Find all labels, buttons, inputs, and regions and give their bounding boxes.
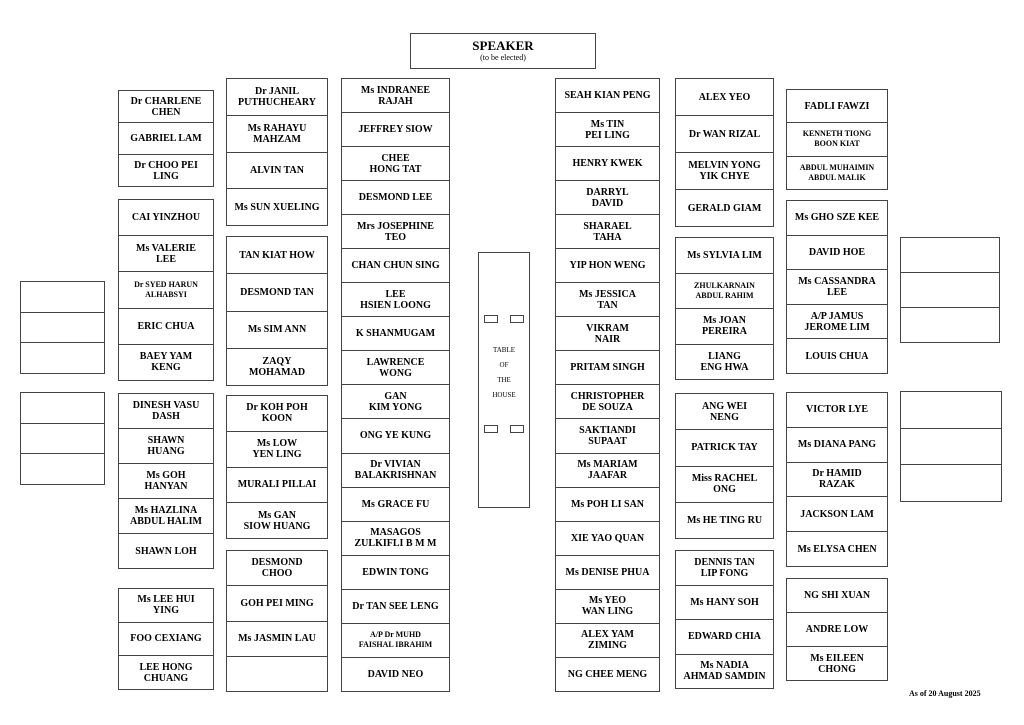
seat-name: LIANG ENG HWA [675, 344, 774, 381]
seat-name: Dr CHARLENE CHEN [118, 90, 214, 123]
seat-name: LEE HSIEN LOONG [341, 282, 450, 317]
seat-name: NG SHI XUAN [786, 578, 888, 613]
seat-name: MASAGOS ZULKIFLI B M M [341, 521, 450, 556]
seat-name: ABDUL MUHAIMIN ABDUL MALIK [786, 156, 888, 190]
as-of-date: As of 20 August 2025 [909, 689, 981, 698]
seat-column [118, 588, 214, 690]
seat-name: Dr CHOO PEI LING [118, 154, 214, 187]
empty-seat [226, 656, 328, 692]
seat-column [555, 78, 660, 692]
empty-seat [20, 342, 105, 374]
seat-name: Dr SYED HARUN ALHABSYI [118, 271, 214, 308]
seat-name: EDWIN TONG [341, 555, 450, 590]
seat-name: Ms ELYSA CHEN [786, 531, 888, 567]
seat-name: ZHULKARNAIN ABDUL RAHIM [675, 273, 774, 310]
empty-seat [20, 423, 105, 455]
seat-name: CAI YINZHOU [118, 199, 214, 236]
seat-name: FADLI FAWZI [786, 89, 888, 123]
seat-name: Ms SIM ANN [226, 311, 328, 349]
seat-name: VIKRAM NAIR [555, 316, 660, 351]
table-marker [484, 425, 498, 433]
seat-name: CHEE HONG TAT [341, 146, 450, 181]
seat-column [341, 78, 450, 692]
table-of-the-house [478, 252, 530, 508]
seat-name: PATRICK TAY [675, 429, 774, 466]
seat-name: FOO CEXIANG [118, 622, 214, 657]
seat-name: VICTOR LYE [786, 392, 888, 428]
empty-seat [20, 312, 105, 344]
seat-name: EDWARD CHIA [675, 619, 774, 655]
seat-column [675, 237, 774, 380]
seat-name: Ms GOH HANYAN [118, 463, 214, 499]
seat-name: Ms LEE HUI YING [118, 588, 214, 623]
seat-name: JACKSON LAM [786, 496, 888, 532]
seat-name: PRITAM SINGH [555, 350, 660, 385]
seat-name: Ms JASMIN LAU [226, 621, 328, 657]
seat-name: Ms INDRANEE RAJAH [341, 78, 450, 113]
seat-name: K SHANMUGAM [341, 316, 450, 351]
seat-name: SEAH KIAN PENG [555, 78, 660, 113]
seat-name: Dr JANIL PUTHUCHEARY [226, 78, 328, 116]
empty-seat-block [20, 281, 105, 374]
seat-name: Ms MARIAM JAAFAR [555, 453, 660, 488]
seat-name: ANG WEI NENG [675, 393, 774, 430]
seat-name: DESMOND LEE [341, 180, 450, 215]
empty-seat [900, 272, 1000, 308]
seat-name: Ms HAZLINA ABDUL HALIM [118, 498, 214, 534]
empty-seat-block [900, 391, 1002, 502]
seat-name: TAN KIAT HOW [226, 236, 328, 274]
seat-name: GERALD GIAM [675, 189, 774, 227]
seat-column [786, 200, 888, 374]
seat-column [226, 395, 328, 539]
seat-name: Ms EILEEN CHONG [786, 646, 888, 681]
seat-name: Mrs JOSEPHINE TEO [341, 214, 450, 249]
seat-column [786, 89, 888, 190]
seat-name: Ms GHO SZE KEE [786, 200, 888, 236]
seat-name: ANDRE LOW [786, 612, 888, 647]
seat-name: A/P JAMUS JEROME LIM [786, 304, 888, 340]
empty-seat [20, 392, 105, 424]
seat-name: DENNIS TAN LIP FONG [675, 550, 774, 586]
seat-name: GOH PEI MING [226, 585, 328, 621]
seat-name: Dr TAN SEE LENG [341, 589, 450, 624]
seat-name: DAVID NEO [341, 657, 450, 692]
empty-seat-block [900, 237, 1000, 343]
seat-name: LAWRENCE WONG [341, 350, 450, 385]
seat-name: Ms POH LI SAN [555, 487, 660, 522]
seat-name: Ms HE TING RU [675, 502, 774, 539]
seat-column [675, 550, 774, 689]
seat-name: XIE YAO QUAN [555, 521, 660, 556]
seat-name: ONG YE KUNG [341, 418, 450, 453]
empty-seat [900, 428, 1002, 466]
seat-name: ERIC CHUA [118, 308, 214, 345]
seat-column [118, 393, 214, 569]
empty-seat [20, 281, 105, 313]
table-label-line: HOUSE [492, 391, 516, 399]
seat-name: SAKTIANDI SUPAAT [555, 418, 660, 453]
seat-name: DESMOND CHOO [226, 550, 328, 586]
seat-name: Ms TIN PEI LING [555, 112, 660, 147]
seat-name: Dr KOH POH KOON [226, 395, 328, 432]
table-label [479, 343, 529, 403]
seat-name: Dr HAMID RAZAK [786, 462, 888, 498]
seat-name: MURALI PILLAI [226, 467, 328, 504]
empty-seat [20, 453, 105, 485]
seat-name: Ms LOW YEN LING [226, 431, 328, 468]
seat-name: Ms JOAN PEREIRA [675, 308, 774, 345]
seat-name: Ms GAN SIOW HUANG [226, 502, 328, 539]
seat-name: Ms HANY SOH [675, 585, 774, 621]
seat-name: Dr WAN RIZAL [675, 115, 774, 153]
seat-name: Ms DENISE PHUA [555, 555, 660, 590]
table-marker [484, 315, 498, 323]
table-label-line: OF [499, 361, 509, 369]
seat-name: Miss RACHEL ONG [675, 466, 774, 503]
seat-name: KENNETH TIONG BOON KIAT [786, 122, 888, 156]
table-marker [510, 315, 524, 323]
seat-name: SHAWN LOH [118, 533, 214, 569]
seat-name: Ms NADIA AHMAD SAMDIN [675, 654, 774, 690]
seat-name: Dr VIVIAN BALAKRISHNAN [341, 453, 450, 488]
seat-name: DAVID HOE [786, 235, 888, 271]
seat-column [226, 236, 328, 386]
seat-name: NG CHEE MENG [555, 657, 660, 692]
empty-seat [900, 391, 1002, 429]
seat-name: ALEX YAM ZIMING [555, 623, 660, 658]
table-marker [510, 425, 524, 433]
seat-name: Ms CASSANDRA LEE [786, 269, 888, 305]
seat-column [786, 392, 888, 567]
seat-name: DINESH VASU DASH [118, 393, 214, 429]
seat-column [675, 393, 774, 539]
seat-name: SHARAEL TAHA [555, 214, 660, 249]
seat-name: YIP HON WENG [555, 248, 660, 283]
seat-name: CHRISTOPHER DE SOUZA [555, 384, 660, 419]
seat-column [226, 550, 328, 692]
speaker-title: SPEAKER [472, 38, 534, 53]
seat-name: DARRYL DAVID [555, 180, 660, 215]
seat-column [118, 199, 214, 381]
seat-column [786, 578, 888, 681]
seat-name: DESMOND TAN [226, 273, 328, 311]
seat-name: Ms SUN XUELING [226, 188, 328, 226]
seat-name: Ms RAHAYU MAHZAM [226, 115, 328, 153]
empty-seat [900, 464, 1002, 502]
seat-name: Ms DIANA PANG [786, 427, 888, 463]
seat-name: ALVIN TAN [226, 152, 328, 190]
table-label-line: TABLE [493, 346, 515, 354]
seat-name: GAN KIM YONG [341, 384, 450, 419]
seat-name: GABRIEL LAM [118, 122, 214, 155]
seat-column [675, 78, 774, 227]
seat-column [226, 78, 328, 226]
seat-name: Ms YEO WAN LING [555, 589, 660, 624]
seat-name: SHAWN HUANG [118, 428, 214, 464]
speaker-seat [410, 33, 596, 69]
seat-name: ZAQY MOHAMAD [226, 348, 328, 386]
empty-seat [900, 307, 1000, 343]
seat-name: Ms GRACE FU [341, 487, 450, 522]
seat-name: Ms VALERIE LEE [118, 235, 214, 272]
seat-name: Ms JESSICA TAN [555, 282, 660, 317]
seat-name: LOUIS CHUA [786, 338, 888, 374]
seat-name: JEFFREY SIOW [341, 112, 450, 147]
seat-name: ALEX YEO [675, 78, 774, 116]
seat-name: BAEY YAM KENG [118, 344, 214, 381]
table-label-line: THE [497, 376, 511, 384]
seat-name: HENRY KWEK [555, 146, 660, 181]
empty-seat [900, 237, 1000, 273]
speaker-subtitle: (to be elected) [480, 53, 526, 62]
seat-name: LEE HONG CHUANG [118, 655, 214, 690]
seat-name: MELVIN YONG YIK CHYE [675, 152, 774, 190]
seat-name: CHAN CHUN SING [341, 248, 450, 283]
seat-name: A/P Dr MUHD FAISHAL IBRAHIM [341, 623, 450, 658]
seat-name: Ms SYLVIA LIM [675, 237, 774, 274]
empty-seat-block [20, 392, 105, 485]
seat-column [118, 90, 214, 187]
